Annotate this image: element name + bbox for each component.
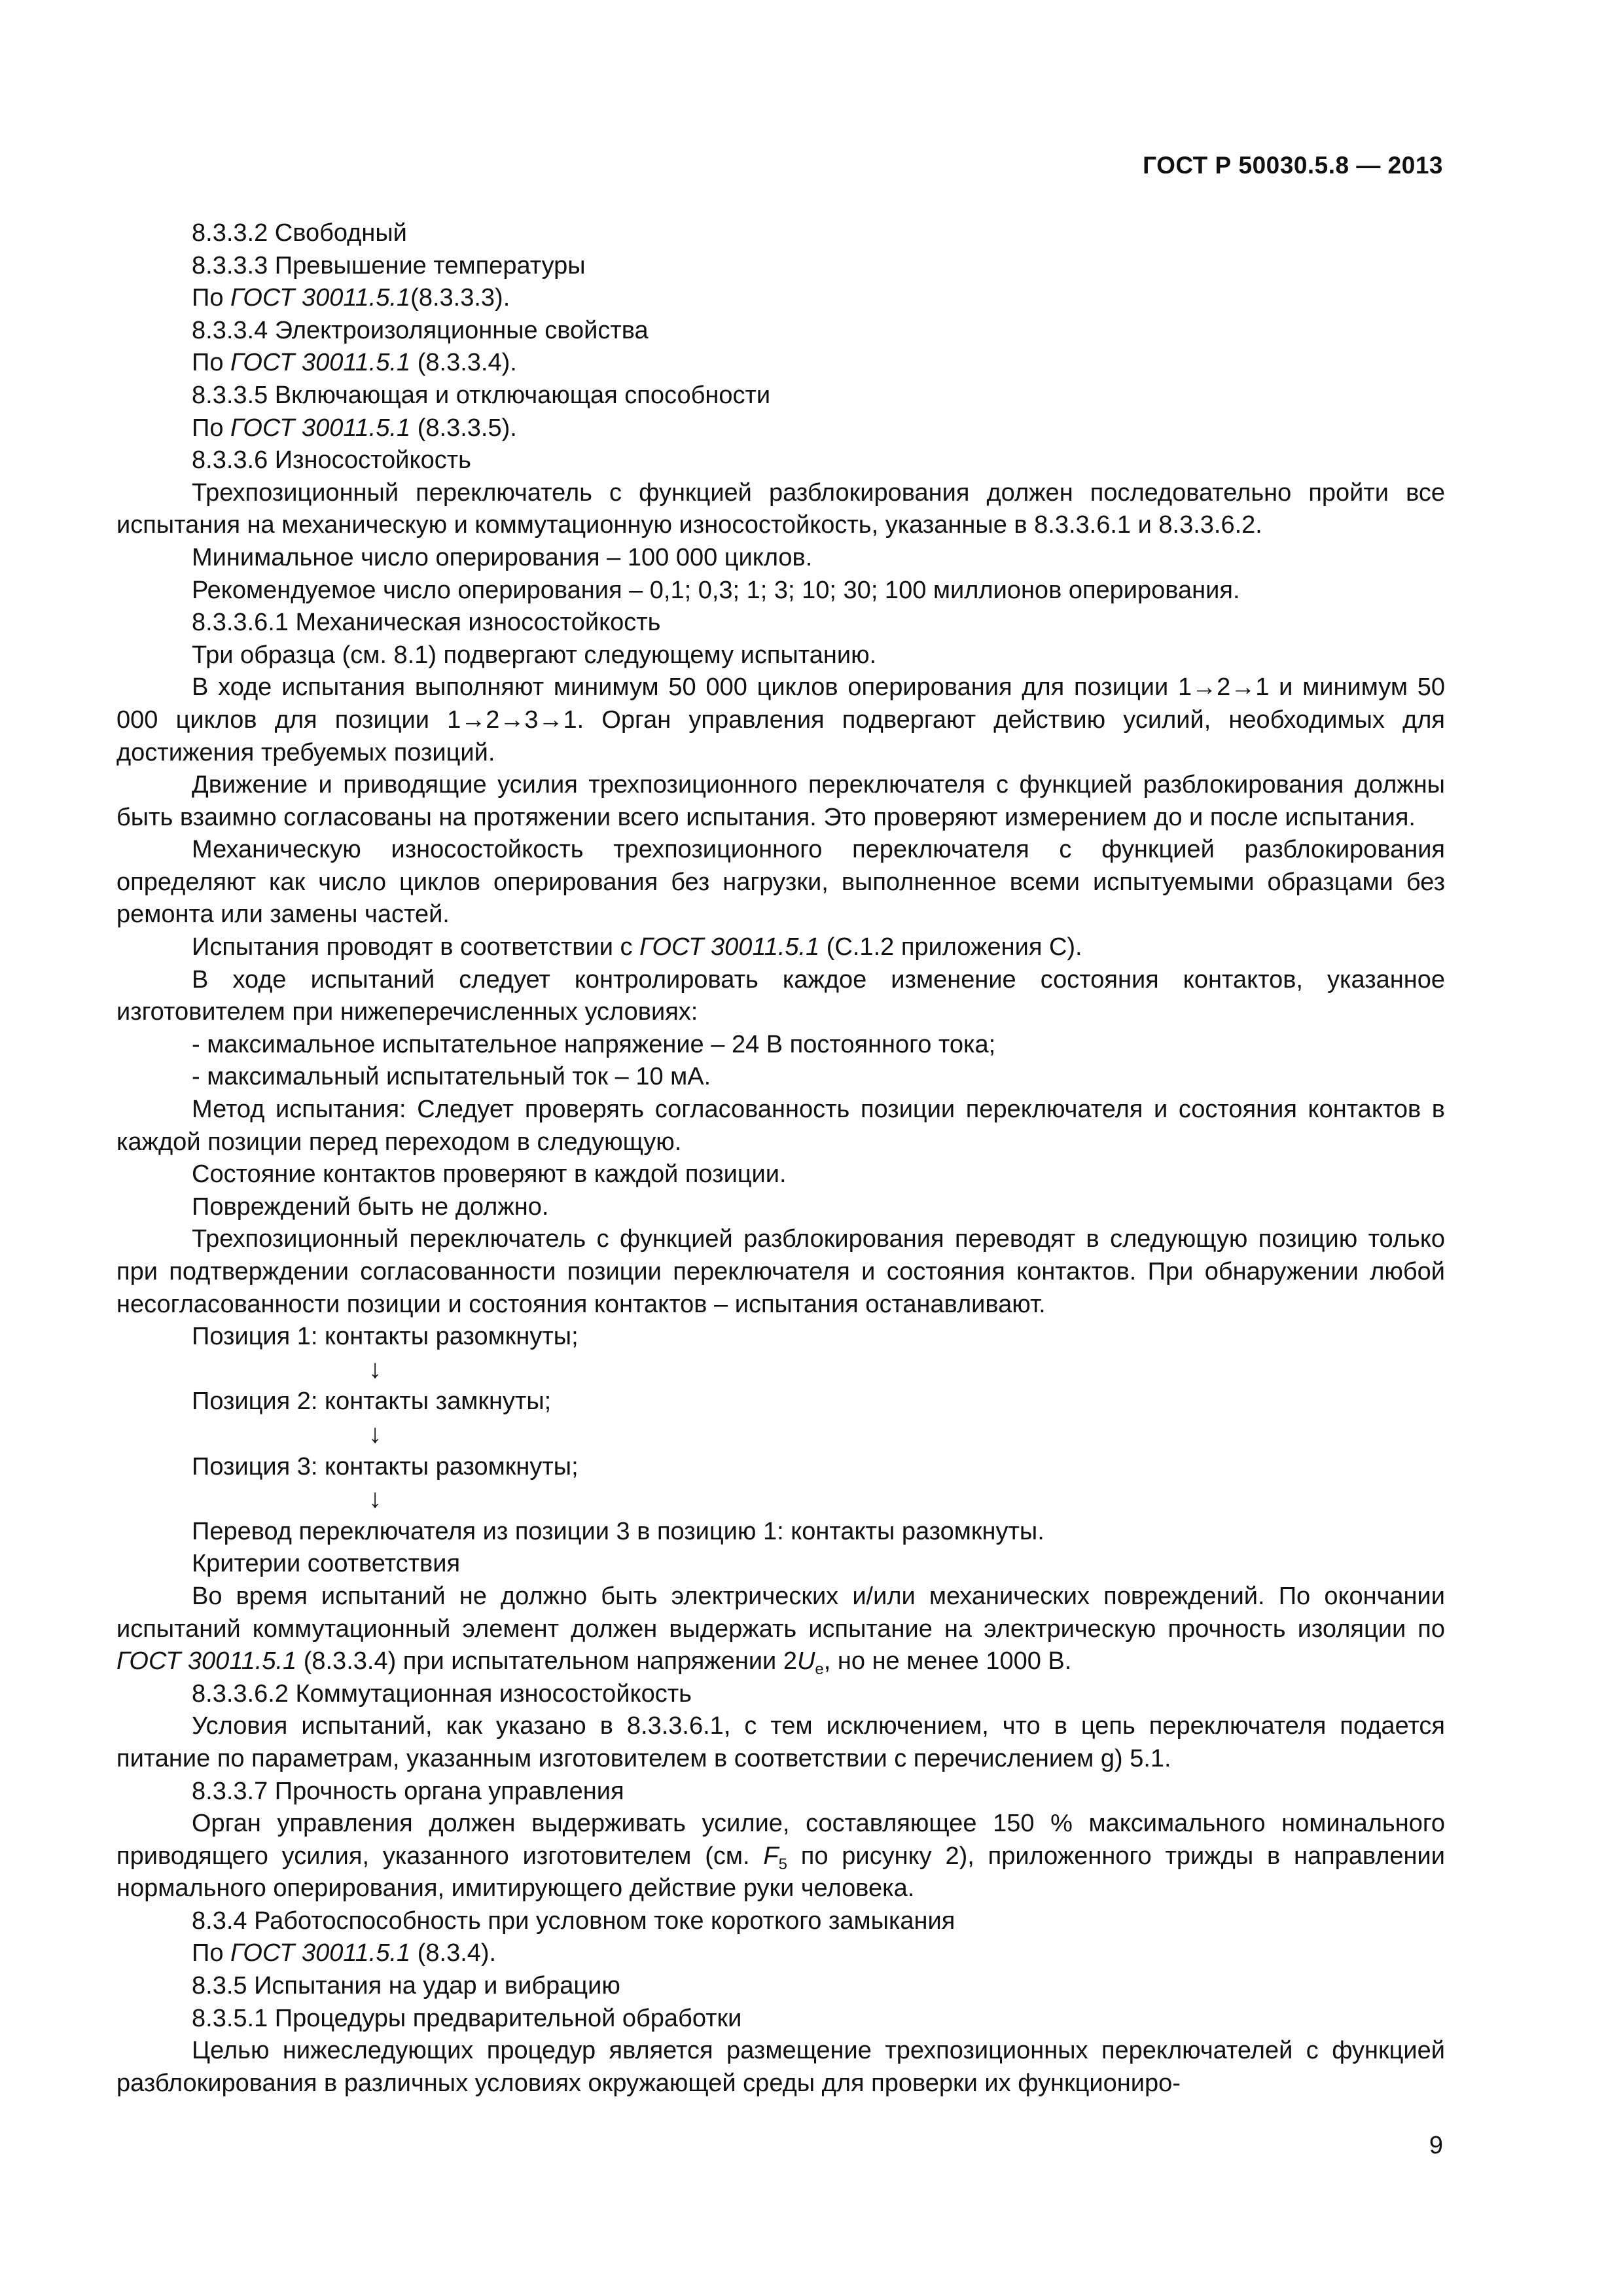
ref-prefix: По: [192, 414, 231, 442]
standard-ref: ГОСТ 30011.5.1: [639, 933, 820, 961]
paragraph-contact-state: Состояние контактов проверяют в каждой позиции.: [192, 1160, 787, 1189]
heading-8351: 8.3.5.1 Процедуры предварительной обработки: [192, 2004, 742, 2032]
document-body: [116, 217, 1445, 2100]
standard-ref: ГОСТ 30011.5.1: [230, 1939, 411, 1967]
paragraph-mechanical-definition: Механическую износостойкость трехпозиционного переключателя с функцией разблокирования определяют как число циклов оперирования без нагрузки, выполненное всеми испытуемыми образцами без ремонта или замены частей.: [116, 836, 1445, 929]
subscript-e: e: [815, 1660, 824, 1679]
position-back: Перевод переключателя из позиции 3 в позицию 1: контакты разомкнуты.: [192, 1517, 1044, 1545]
subscript-5: 5: [778, 1855, 787, 1873]
position-3: Позиция 3: контакты разомкнуты;: [192, 1452, 579, 1480]
standard-ref: ГОСТ 30011.5.1: [116, 1647, 297, 1676]
text-span: по рисунку 2), приложенного трижды в направлении нормального оперирования, имитирующего действие руки человека.: [116, 1842, 1445, 1903]
paragraph-transfer: Трехпозиционный переключатель с функцией разблокирования переводят в следующую позицию только при подтверждении согласованности позиции переключателя и состояния контактов. При обнаружении любой несогласованности позиции и состояния контактов – испытания останавливают.: [116, 1225, 1445, 1318]
variable-u: U: [796, 1647, 815, 1676]
paragraph-no-damage: Повреждений быть не должно.: [192, 1193, 549, 1221]
reference-834: [116, 1937, 1445, 1970]
standard-ref: ГОСТ 30011.5.1: [230, 414, 411, 442]
heading-criteria: Критерии соответствия: [192, 1550, 461, 1578]
paragraph-conditions: Условия испытаний, как указано в 8.3.3.6.1, с тем исключением, что в цепь переключателя подается питание по параметрам, указанным изготовителем в соответствии с перечислением g) 5.1.: [116, 1712, 1445, 1772]
heading-835: 8.3.5 Испытания на удар и вибрацию: [192, 1972, 620, 2000]
reference-8333: [116, 282, 1445, 315]
document-header: ГОСТ Р 50030.5.8 — 2013: [1143, 152, 1443, 179]
position-1: Позиция 1: контакты разомкнуты;: [192, 1323, 579, 1351]
text-span: Орган управления должен выдерживать усилие, составляющее 150 % максимального номинального приводящего усилия, указанного изготовителем (см.: [116, 1810, 1445, 1870]
heading-8333: 8.3.3.3 Превышение температуры: [192, 251, 586, 279]
paragraph-recommended-operations: Рекомендуемое число оперирования – 0,1; 0,3; 1; 3; 10; 30; 100 миллионов оперирования.: [192, 576, 1240, 604]
heading-8334: 8.3.3.4 Электроизоляционные свойства: [192, 316, 649, 344]
paragraph-movement: Движение и приводящие усилия трехпозиционного переключателя с функцией разблокирования должны быть взаимно согласованы на протяжении всего испытания. Это проверяют измерением до и после испытания.: [116, 771, 1445, 831]
paragraph-actuator: [116, 1808, 1445, 1905]
paragraph-wear-intro: Трехпозиционный переключатель с функцией разблокирования должен последовательно пройти все испытания на механическую и коммутационную износостойкость, указанные в 8.3.3.6.1 и 8.3.3.6.2.: [116, 478, 1445, 539]
paragraph-tests-standard: [116, 931, 1445, 964]
heading-834: 8.3.4 Работоспособность при условном токе короткого замыкания: [192, 1907, 955, 1935]
ref-suffix: (8.3.4).: [410, 1939, 497, 1967]
page-number: 9: [1429, 2132, 1443, 2159]
paragraph-criteria: [116, 1581, 1445, 1678]
reference-8335: [116, 412, 1445, 445]
paragraph-purpose: Целью нижеследующих процедур является размещение трехпозиционных переключателей с функцией разблокирования в различных условиях окружающей среды для проверки их функциониро-: [116, 2037, 1445, 2097]
heading-83361: 8.3.3.6.1 Механическая износостойкость: [192, 609, 661, 637]
down-arrow-icon: ↓: [368, 1354, 382, 1384]
heading-8332: 8.3.3.2 Свободный: [192, 219, 407, 247]
ref-prefix: По: [192, 349, 231, 377]
heading-8337: 8.3.3.7 Прочность органа управления: [192, 1777, 624, 1805]
list-item-voltage: - максимальное испытательное напряжение – 24 В постоянного тока;: [192, 1030, 996, 1058]
text-span: Испытания проводят в соответствии с: [192, 933, 640, 961]
paragraph-min-operations: Минимальное число оперирования – 100 000 циклов.: [192, 543, 813, 571]
text-span: (С.1.2 приложения С).: [819, 933, 1082, 961]
down-arrow-icon: ↓: [368, 1419, 382, 1448]
paragraph-method: Метод испытания: Следует проверять согласованность позиции переключателя и состояния контактов в каждой позиции перед переходом в следующую.: [116, 1096, 1445, 1156]
heading-8336: 8.3.3.6 Износостойкость: [192, 446, 471, 475]
variable-f: F: [763, 1842, 779, 1870]
list-item-current: - максимальный испытательный ток – 10 мА.: [192, 1063, 711, 1091]
standard-ref: ГОСТ 30011.5.1: [230, 349, 411, 377]
paragraph-samples: Три образца (см. 8.1) подвергают следующему испытанию.: [192, 641, 877, 669]
text-span: , но не менее 1000 В.: [823, 1647, 1072, 1676]
position-2: Позиция 2: контакты замкнуты;: [192, 1388, 552, 1416]
ref-suffix: (8.3.3.4).: [410, 349, 517, 377]
paragraph-monitor: В ходе испытаний следует контролировать каждое изменение состояния контактов, указанное изготовителем при нижеперечисленных условиях:: [116, 965, 1445, 1026]
down-arrow-icon: ↓: [368, 1484, 382, 1514]
paragraph-cycles: В ходе испытания выполняют минимум 50 000 циклов оперирования для позиции 1→2→1 и минимум 50 000 циклов для позиции 1→2→3→1. Орган управления подвергают действию усилий, необходимых для достижения требуемых позиций.: [116, 673, 1445, 766]
ref-prefix: По: [192, 1939, 231, 1967]
heading-83362: 8.3.3.6.2 Коммутационная износостойкость: [192, 1679, 692, 1708]
heading-8335: 8.3.3.5 Включающая и отключающая способности: [192, 381, 771, 409]
ref-suffix: (8.3.3.3).: [410, 284, 510, 312]
text-span: Во время испытаний не должно быть электрических и/или механических повреждений. По окончании испытаний коммутационный элемент должен выдержать испытание на электрическую прочность изоляции по: [116, 1582, 1445, 1643]
ref-suffix: (8.3.3.5).: [410, 414, 517, 442]
standard-ref: ГОСТ 30011.5.1: [230, 284, 411, 312]
text-span: (8.3.3.4) при испытательном напряжении 2: [296, 1647, 797, 1676]
ref-prefix: По: [192, 284, 231, 312]
reference-8334: [116, 347, 1445, 380]
